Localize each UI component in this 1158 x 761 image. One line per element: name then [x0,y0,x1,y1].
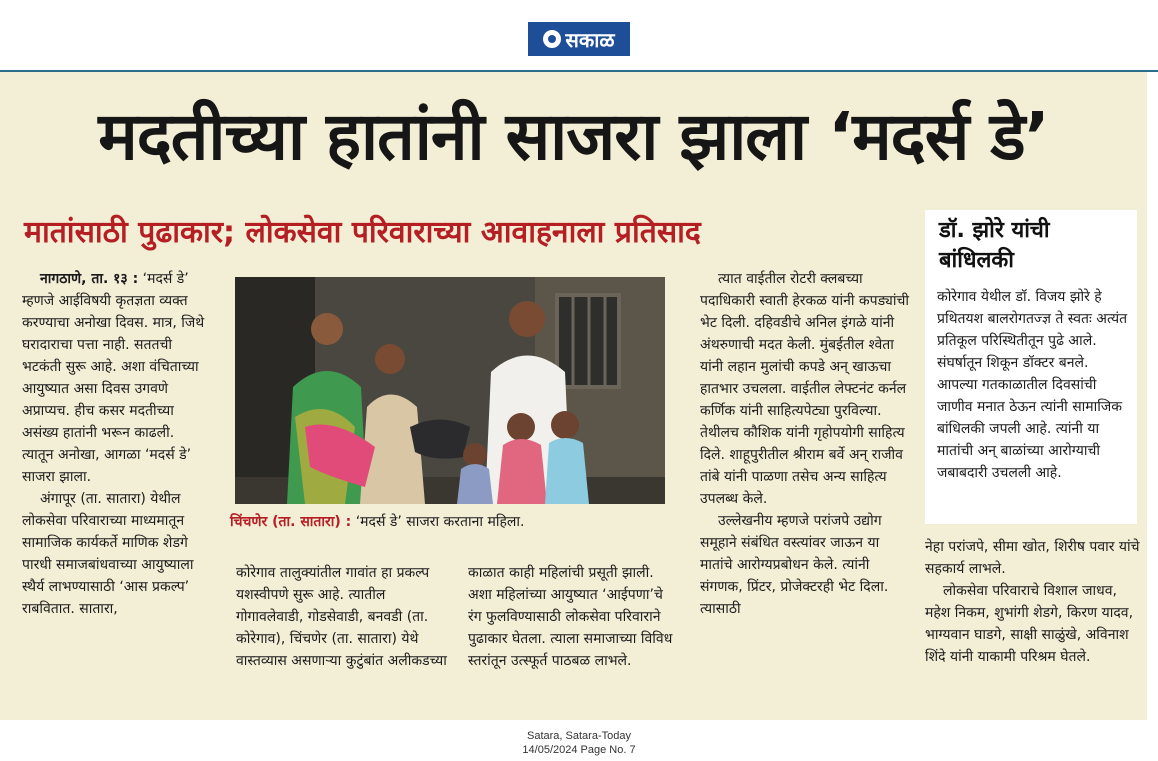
footer-edition: Satara, Satara-Today [527,730,631,742]
article-column-1-top [22,268,206,620]
paragraph-2: अंगापूर (ता. सातारा) येथील लोकसेवा परिवाराच्या माध्यमातून सामाजिक कार्यकर्ते माणिक शेडगे पारधी समाजबांधवाच्या आयुष्याला स्थैर्य लाभण्यासाठी ‘आस प्रकल्प’ राबवितात. सातारा, [22,491,194,617]
paragraph-1-text: ‘मदर्स डे’ म्हणजे आईविषयी कृतज्ञता व्यक्त करण्याचा अनोखा दिवस. मात्र, जिथे घरादाराचा पत्ता नाही. सततची भटकंती सुरू आहे. अशा वंचिताच्या आयुष्यात असा दिवस उगवणे अप्राप्यच. हीच कसर मदतीच्या असंख्य हातांनी भरून काढली. त्यातून अनोखा, आगळा ‘मदर्स डे’ साजरा झाला. [22,271,205,485]
article-column-4 [700,268,910,620]
photo-caption [230,511,670,533]
paragraph-5: त्यात वाईतील रोटरी क्लबच्या पदाधिकारी स्वाती हेरकळ यांनी कपड्यांची भेट दिली. दहिवडीचे अनिल इंगळे यांनी अंथरुणाची मदत केली. मुंबईतील श्वेता यांनी लहान मुलांची कपडे अन्‌ खाऊचा हातभार उचलला. वाईतील लेफ्टनंट कर्नल कर्णिक यांनी साहित्यपेट्या पुरविल्या. तेथीलच कौशिक यांनी गृहोपयोगी साहित्य दिले. शाहूपुरीतील श्रीराम बर्वे अन्‌ राजीव तांबे यांनी पाळणा तसेच अन्य साहित्य उपलब्ध केले. [700,271,909,507]
paragraph-6: उल्लेखनीय म्हणजे परांजपे उद्योग समूहाने संबंधित वस्त्यांवर जाऊन या मातांचे आरोग्यप्रबोधन केले. त्यांनी संगणक, प्रिंटर, प्रोजेक्टरही भेट दिला. त्यासाठी [700,513,889,617]
paragraph-4: काळात काही महिलांची प्रसूती झाली. अशा महिलांच्या आयुष्यात ‘आईपणा’चे रंग फुलविण्यासाठी लोकसेवा परिवाराने पुढाकार घेतला. त्याला समाजाच्या विविध स्तरांतून उत्स्फूर्त पाठबळ लाभले. [468,565,673,669]
sidebar-title: डॉ. झोरे यांची बांधिलकी [939,218,1050,273]
article-column-2 [236,562,448,672]
opening-paragraph [22,268,206,488]
family-photo-image [235,277,665,504]
article-column-3 [468,562,680,672]
article-subheadline: मातांसाठी पुढाकार; लोकसेवा परिवाराच्या आवाहनाला प्रतिसाद [24,215,701,250]
sidebar-body: कोरेगाव येथील डॉ. विजय झोरे हे प्रथितयश बालरोगतज्ज्ञ ते स्वतः अत्यंत प्रतिकूल परिस्थितीतून पुढे आले. संघर्षातून शिकून डॉक्टर बनले. आपल्या गतकाळातील दिवसांची जाणीव मनात ठेऊन त्यांनी सामाजिक बांधिलकी जपली आहे. त्यांनी या मातांची अन्‌ बाळांच्या आरोग्याची जबाबदारी उचलली आहे. [937,289,1128,481]
sidebar-box [925,210,1137,524]
caption-text: ‘मदर्स डे’ साजरा करताना महिला. [355,514,525,530]
paragraph-7: नेहा परांजपे, सीमा खोत, शिरीष पवार यांचे सहकार्य लाभले. [925,539,1140,577]
logo-text: सकाळ [565,27,615,52]
article-headline: मदतीच्या हातांनी साजरा झाला ‘मदर्स डे’ [98,98,1049,175]
newspaper-logo [528,22,630,56]
paragraph-3: कोरेगाव तालुक्यांतील गावांत हा प्रकल्प यशस्वीपणे सुरू आहे. त्यातील गोगावलेवाडी, गोडसेवाडी, बनवडी (ता. कोरेगाव), चिंचणेर (ता. सातारा) येथे वास्तव्यास असणाऱ्या कुटुंबांत अलीकडच्या [236,565,447,669]
article-dateline: नागठाणे, ता. १३ : [40,271,139,287]
footer-date-page: 14/05/2024 Page No. 7 [522,744,636,756]
logo-emblem-icon [543,30,561,48]
caption-place: चिंचणेर (ता. सातारा) : [230,514,352,530]
paragraph-8: लोकसेवा परिवाराचे विशाल जाधव, महेश निकम, शुभांगी शेडगे, किरण यादव, भाग्यवान घाडगे, साक्षी साळुंखे, अविनाश शिंदे यांनी याकामी परिश्रम घेतले. [925,583,1134,665]
article-photo [235,277,665,504]
article-column-5 [925,536,1140,668]
